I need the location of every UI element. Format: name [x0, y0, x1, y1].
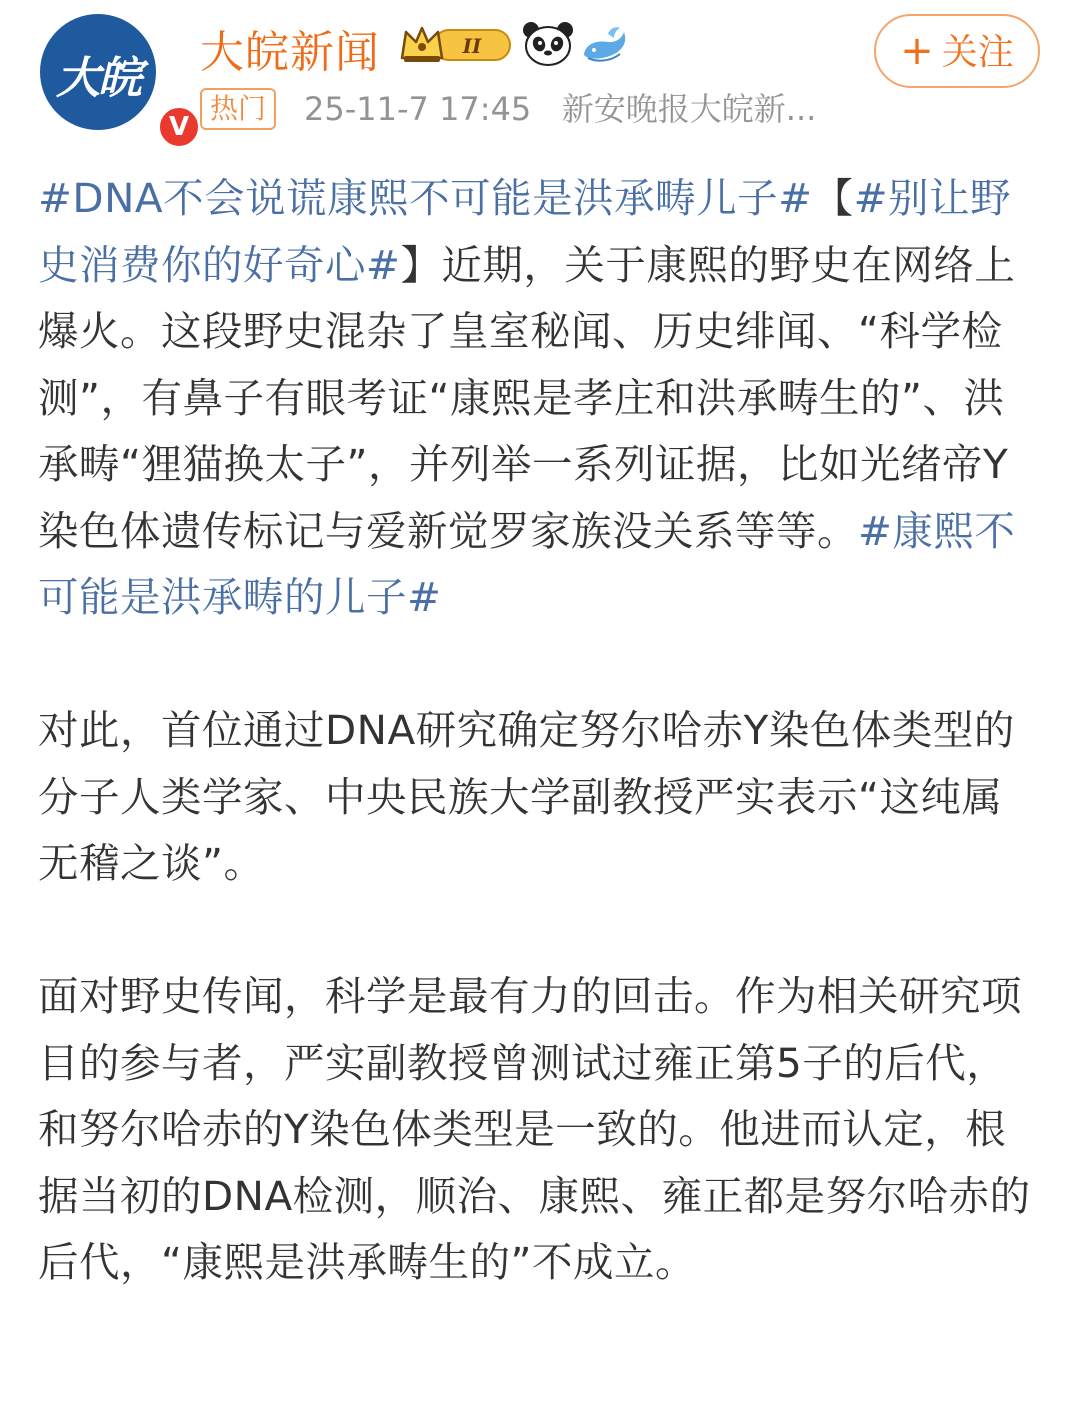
bracket-open: 【 — [812, 174, 854, 222]
post-text: 近期，关于康熙的野史在网络上爆火。这段野史混杂了皇室秘闻、历史绯闻、“科学检测”，有鼻子有眼考证“康熙是孝庄和洪承畴生的”、洪承畴“狸猫换太子”，并列举一系列证据，比如光绪帝Y染色体遗传标记与爱新觉罗家族没关系等等。 — [38, 240, 1016, 555]
vip-level-label: II — [462, 34, 482, 58]
post-paragraph-1 — [38, 165, 1034, 631]
post-body — [38, 165, 1034, 1296]
avatar-logo-text: 大皖 — [56, 53, 140, 104]
hot-tag: 热门 — [200, 88, 276, 130]
follow-button[interactable] — [874, 14, 1040, 88]
post-paragraph-2: 对此，首位通过DNA研究确定努尔哈赤Y染色体类型的分子人类学家、中央民族大学副教授严实表示“这纯属无稽之谈”。 — [38, 706, 1015, 887]
follow-label: 关注 — [941, 32, 1014, 73]
avatar[interactable] — [40, 14, 190, 142]
panda-icon — [522, 20, 574, 66]
post-header — [0, 0, 1076, 150]
user-name[interactable]: 大皖新闻 — [200, 27, 380, 78]
post-paragraph-3: 面对野史传闻，科学是最有力的回击。作为相关研究项目的参与者，严实副教授曾测试过雍正第5子的后代，和努尔哈赤的Y染色体类型是一致的。他进而认定，根据当初的DNA检测，顺治、康熙、雍正都是努尔哈赤的后代，“康熙是洪承畴生的”不成立。 — [38, 972, 1031, 1286]
bracket-close: 】 — [400, 240, 442, 289]
hashtag-link[interactable]: #别让野史消费你的好奇心# — [38, 174, 1011, 289]
plus-icon: + — [900, 28, 934, 74]
hashtag-link[interactable]: #DNA不会说谎康熙不可能是洪承畴儿子# — [38, 174, 813, 222]
timestamp: 25-11-7 17:45 — [304, 90, 532, 128]
post-meta — [304, 88, 816, 130]
whale-icon — [580, 24, 630, 64]
crown-vip-badge-icon[interactable] — [398, 22, 514, 66]
post-source[interactable]: 新安晚报大皖新... — [561, 90, 817, 128]
verified-badge-icon: V — [156, 104, 202, 150]
hashtag-link[interactable]: #康熙不可能是洪承畴的儿子# — [38, 506, 1016, 621]
